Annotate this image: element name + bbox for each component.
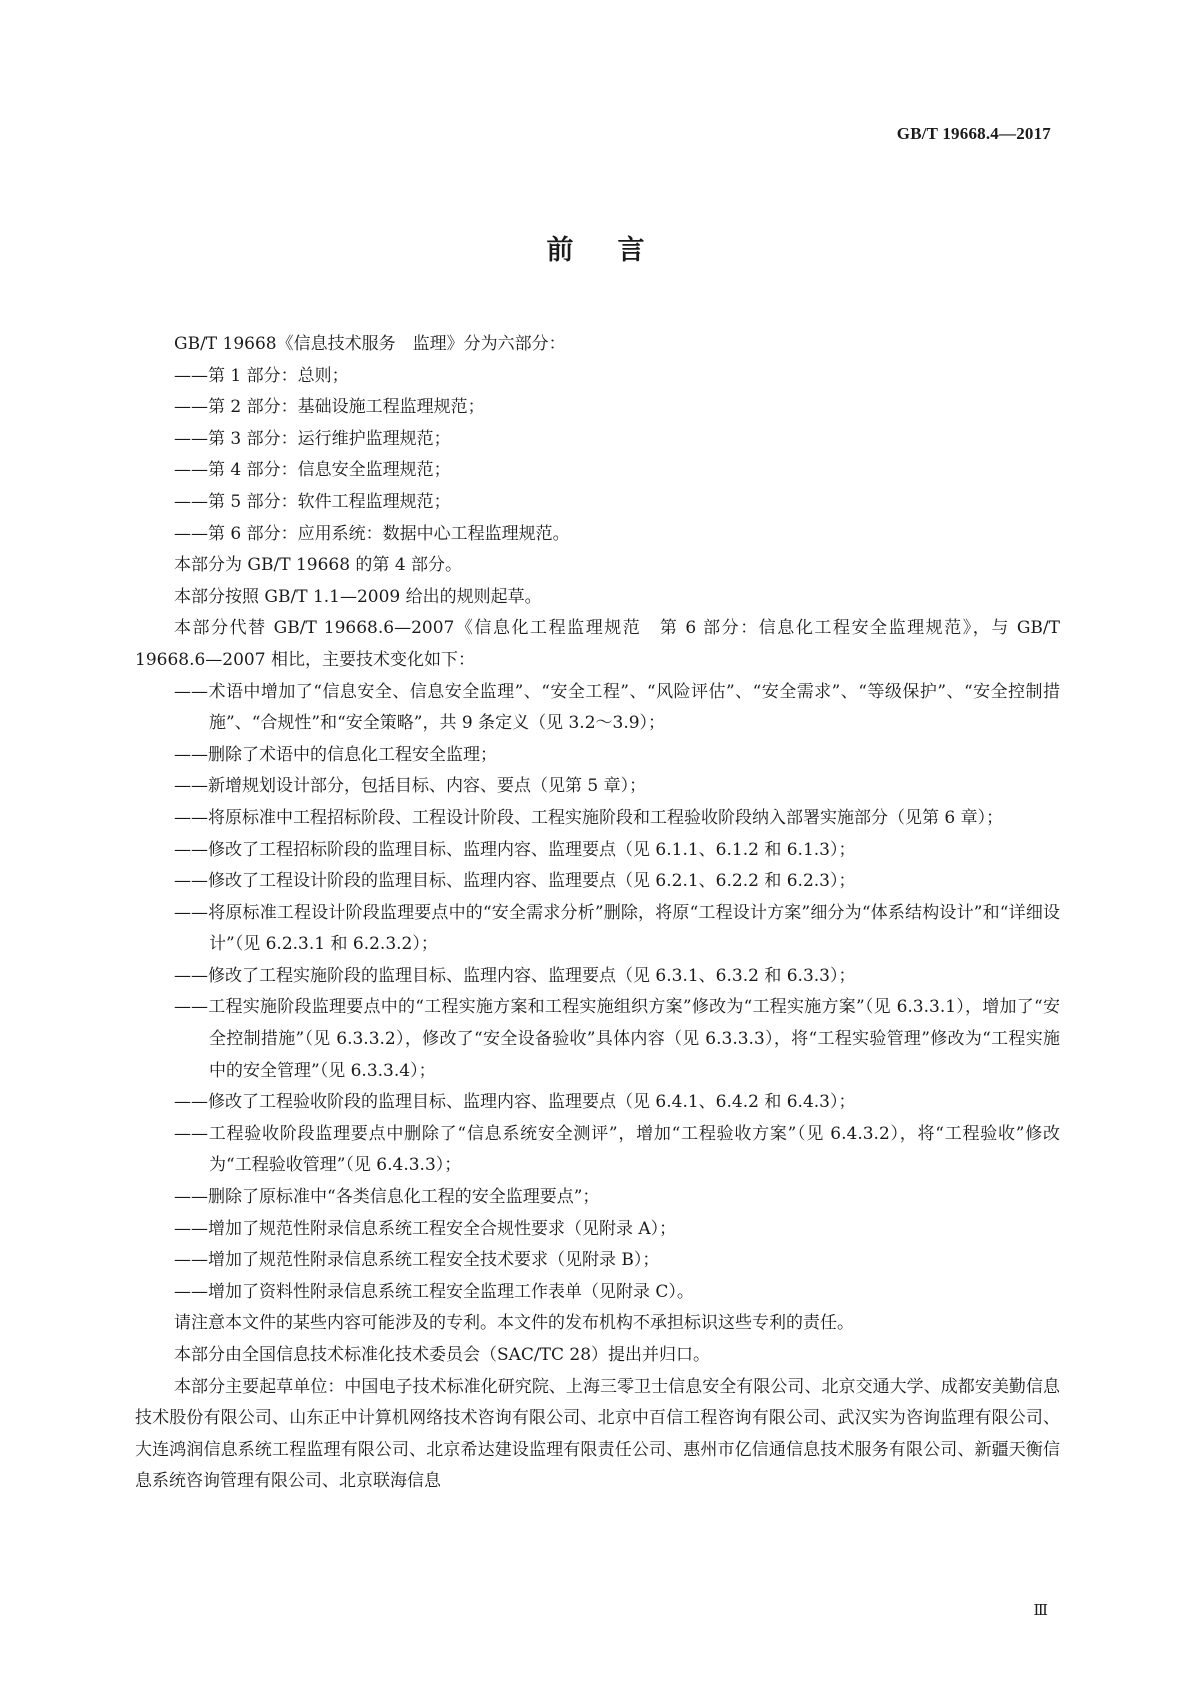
list-item: ——修改了工程设计阶段的监理目标、监理内容、监理要点（见 6.2.1、6.2.2 和 6.2.3）；: [174, 871, 856, 892]
list-item: ——第 5 部分：软件工程监理规范；: [174, 491, 451, 512]
list-item: ——增加了规范性附录信息系统工程安全技术要求（见附录 B）；: [174, 1250, 660, 1271]
list-item: ——第 6 部分：应用系统：数据中心工程监理规范。: [174, 523, 570, 544]
list-item: ——将原标准工程设计阶段监理要点中的“安全需求分析”删除，将原“工程设计方案”细分为“体系结构设计”和“详细设计”（见 6.2.3.1 和 6.2.3.2）；: [174, 902, 1060, 955]
paragraph: 本部分代替 GB/T 19668.6—2007《信息化工程监理规范 第 6 部分：信息化工程安全监理规范》，与 GB/T 19668.6—2007 相比，主要技术变化如下：: [135, 618, 1060, 670]
list-item: ——第 1 部分：总则；: [174, 365, 349, 386]
list-item: ——工程实施阶段监理要点中的“工程实施方案和工程实施组织方案”修改为“工程实施方案”（见 6.3.3.1），增加了“安全控制措施”（见 6.3.3.2），修改了“安全设备验收”具体内容（见 6.3.3.3），将“工程实验管理”修改为“工程实施中的安全管理”（见 6.3.3.4）；: [174, 997, 1060, 1081]
foreword-body: [135, 329, 1060, 1498]
list-item: ——修改了工程验收阶段的监理目标、监理内容、监理要点（见 6.4.1、6.4.2 和 6.4.3）；: [174, 1092, 856, 1113]
list-item: ——增加了规范性附录信息系统工程安全合规性要求（见附录 A）；: [174, 1218, 677, 1239]
list-item: ——删除了原标准中“各类信息化工程的安全监理要点”；: [174, 1187, 600, 1208]
page-title: 前言: [546, 235, 689, 266]
paragraph: 本部分由全国信息技术标准化技术委员会（SAC/TC 28）提出并归口。: [174, 1345, 711, 1365]
list-item: ——修改了工程招标阶段的监理目标、监理内容、监理要点（见 6.1.1、6.1.2 和 6.1.3）；: [174, 839, 856, 860]
standard-code: GB/T 19668.4—2017: [896, 124, 1051, 143]
list-item: ——增加了资料性附录信息系统工程安全监理工作表单（见附录 C）。: [174, 1281, 694, 1302]
list-item: ——修改了工程实施阶段的监理目标、监理内容、监理要点（见 6.3.1、6.3.2 和 6.3.3）；: [174, 965, 856, 986]
list-item: ——将原标准中工程招标阶段、工程设计阶段、工程实施阶段和工程验收阶段纳入部署实施部分（见第 6 章）；: [174, 807, 1004, 828]
list-item: ——第 3 部分：运行维护监理规范；: [174, 428, 451, 449]
paragraph: GB/T 19668《信息技术服务 监理》分为六部分：: [174, 334, 566, 354]
list-item: ——新增规划设计部分，包括目标、内容、要点（见第 5 章）；: [174, 776, 647, 797]
list-item: ——工程验收阶段监理要点中删除了“信息系统安全测评”，增加“工程验收方案”（见 6.4.3.2），将“工程验收”修改为“工程验收管理”（见 6.4.3.3）；: [174, 1123, 1060, 1176]
list-item: ——第 4 部分：信息安全监理规范；: [174, 460, 451, 481]
list-item: ——第 2 部分：基础设施工程监理规范；: [174, 397, 485, 418]
paragraph: 本部分按照 GB/T 1.1—2009 给出的规则起草。: [174, 586, 542, 607]
list-item: ——删除了术语中的信息化工程安全监理；: [174, 744, 497, 765]
paragraph: 本部分主要起草单位：中国电子技术标准化研究院、上海三零卫士信息安全有限公司、北京交通大学、成都安美勤信息技术股份有限公司、山东正中计算机网络技术咨询有限公司、北京中百信工程咨询有限公司、武汉实为咨询监理有限公司、大连鸿润信息系统工程监理有限公司、北京希达建设监理有限责任公司、惠州市亿信通信息技术服务有限公司、新疆天衡信息系统咨询管理有限公司、北京联海信息: [135, 1376, 1060, 1492]
page-number: Ⅲ: [1033, 1603, 1048, 1619]
paragraph: 本部分为 GB/T 19668 的第 4 部分。: [174, 555, 463, 576]
list-item: ——术语中增加了“信息安全、信息安全监理”、“安全工程”、“风险评估”、“安全需求”、“等级保护”、“安全控制措施”、“合规性”和“安全策略”，共 9 条定义（见 3.2～3.9）；: [174, 681, 1060, 734]
paragraph: 请注意本文件的某些内容可能涉及的专利。本文件的发布机构不承担标识这些专利的责任。: [174, 1313, 854, 1334]
